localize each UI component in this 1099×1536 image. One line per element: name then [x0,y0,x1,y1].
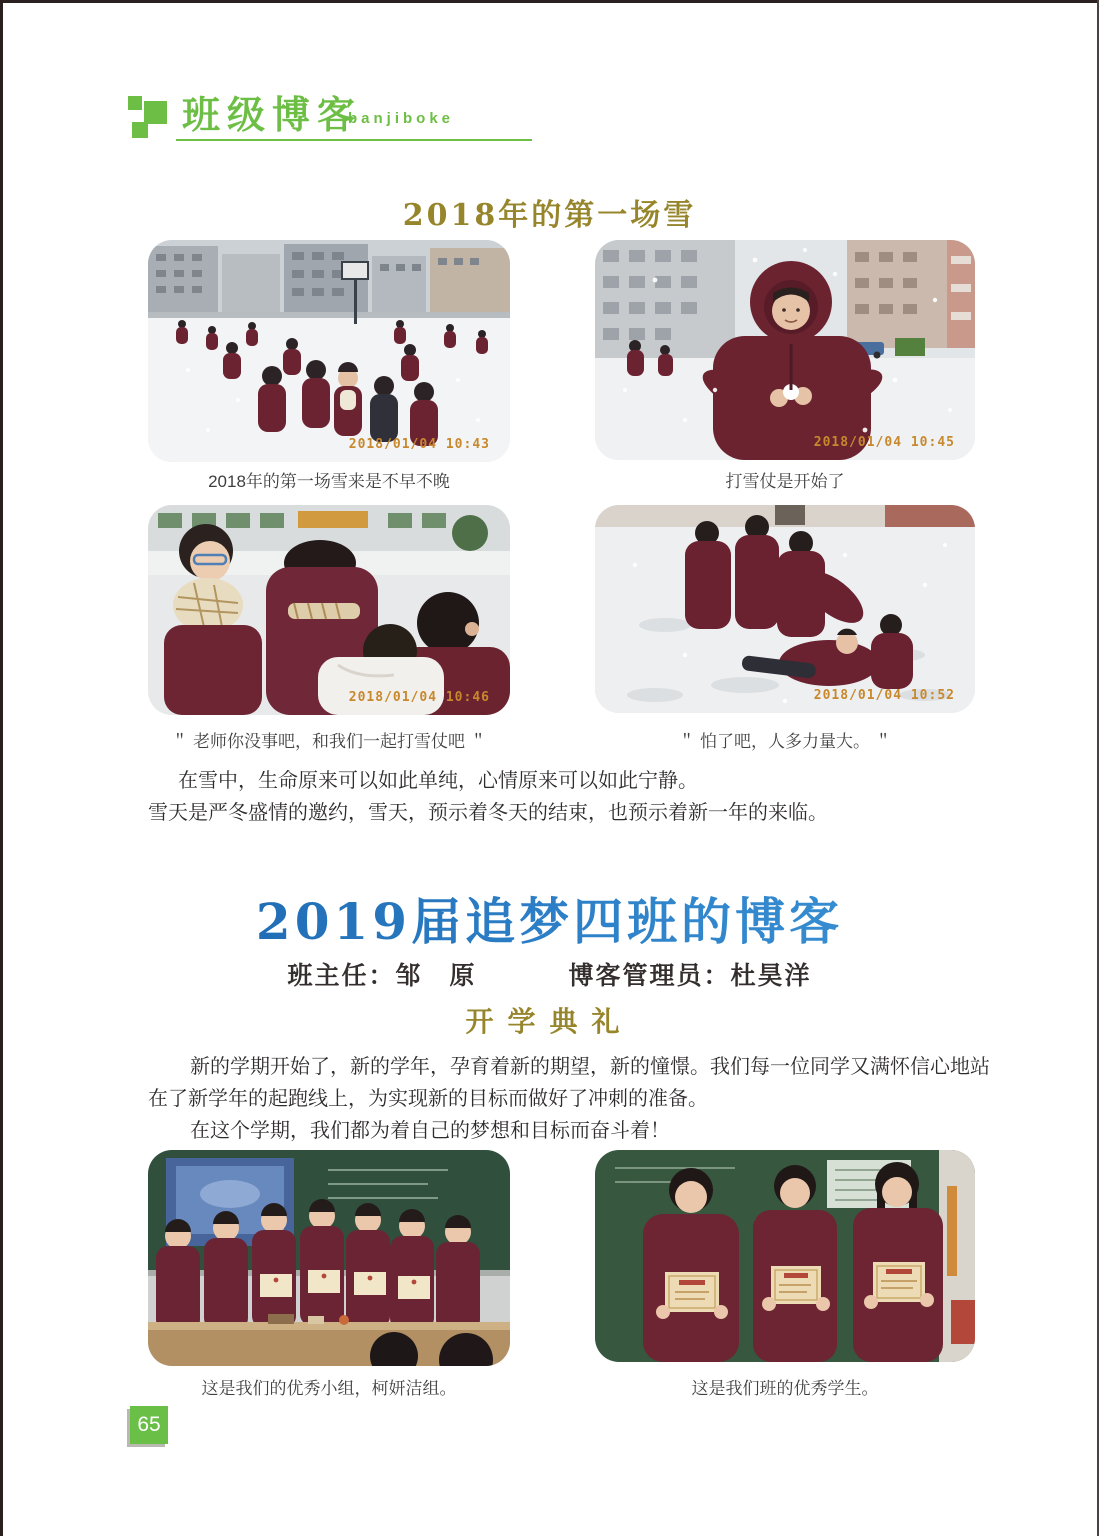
header-logo-title: 班级博客 [182,95,363,137]
ceremony-subtitle: 开学典礼 [465,1005,634,1038]
photo-caption: 2018年的第一场雪来是不早不晚 [208,472,450,491]
boy-snowball-image [595,240,975,460]
snow-playground-image [148,240,510,462]
photo-excellent-students [595,1150,975,1362]
teacher-label: 班主任：邹 原 [287,962,477,990]
admin-label: 博客管理员：杜昊洋 [568,962,812,990]
photo-boy-snowball [595,240,975,460]
snow-paragraph-line1: 在雪中，生命原来可以如此单纯，心情原来可以如此宁静。 [178,768,698,792]
blog-title: 2019届追梦四班的博客 [0,882,1099,954]
photo-first-snow-playground [148,240,510,462]
snow-section-title: 2018年的第一场雪 [402,198,697,233]
header-logo-subtitle: banjiboke [348,110,455,127]
photo-timestamp: 2018/01/04 10:46 [348,690,490,705]
page-number-badge: 65 [130,1406,168,1444]
brand-blocks-icon [122,88,176,142]
excellent-students-image [595,1150,975,1362]
ceremony-paragraph-2: 在这个学期，我们都为着自己的梦想和目标而奋斗着！ [190,1118,670,1142]
photo-timestamp: 2018/01/04 10:45 [813,435,955,450]
page-border-top [0,0,1099,3]
students-huddle-image [148,505,510,715]
snow-paragraph-line2: 雪天是严冬盛情的邀约，雪天，预示着冬天的结束，也预示着新一年的来临。 [148,800,828,824]
photo-timestamp: 2018/01/04 10:52 [813,688,955,703]
photo-caption: ＂ 老师你没事吧，和我们一起打雪仗吧 ＂ [171,732,487,751]
photo-snow-wrestling [595,505,975,713]
ceremony-paragraph-1: 新的学期开始了，新的学年，孕育着新的期望，新的憧憬。我们每一位同学又满怀信心地站在了新学年的起跑线上，为实现新的目标而做好了冲刺的准备。 [148,1054,990,1110]
photo-caption: 这是我们班的优秀学生。 [691,1379,879,1398]
header-underline [176,139,532,141]
snow-paragraph [148,764,976,828]
photo-caption: 这是我们的优秀小组，柯妍洁组。 [201,1379,457,1398]
ceremony-paragraph [148,1050,994,1146]
photo-students-huddle [148,505,510,715]
staff-names-line [0,956,1099,992]
photo-caption: ＂ 怕了吧，人多力量大。 ＂ [678,732,892,751]
photo-timestamp: 2018/01/04 10:43 [348,437,490,452]
snow-wrestling-image [595,505,975,713]
photo-caption: 打雪仗是开始了 [725,472,845,491]
photo-excellent-group [148,1150,510,1366]
excellent-group-image [148,1150,510,1366]
